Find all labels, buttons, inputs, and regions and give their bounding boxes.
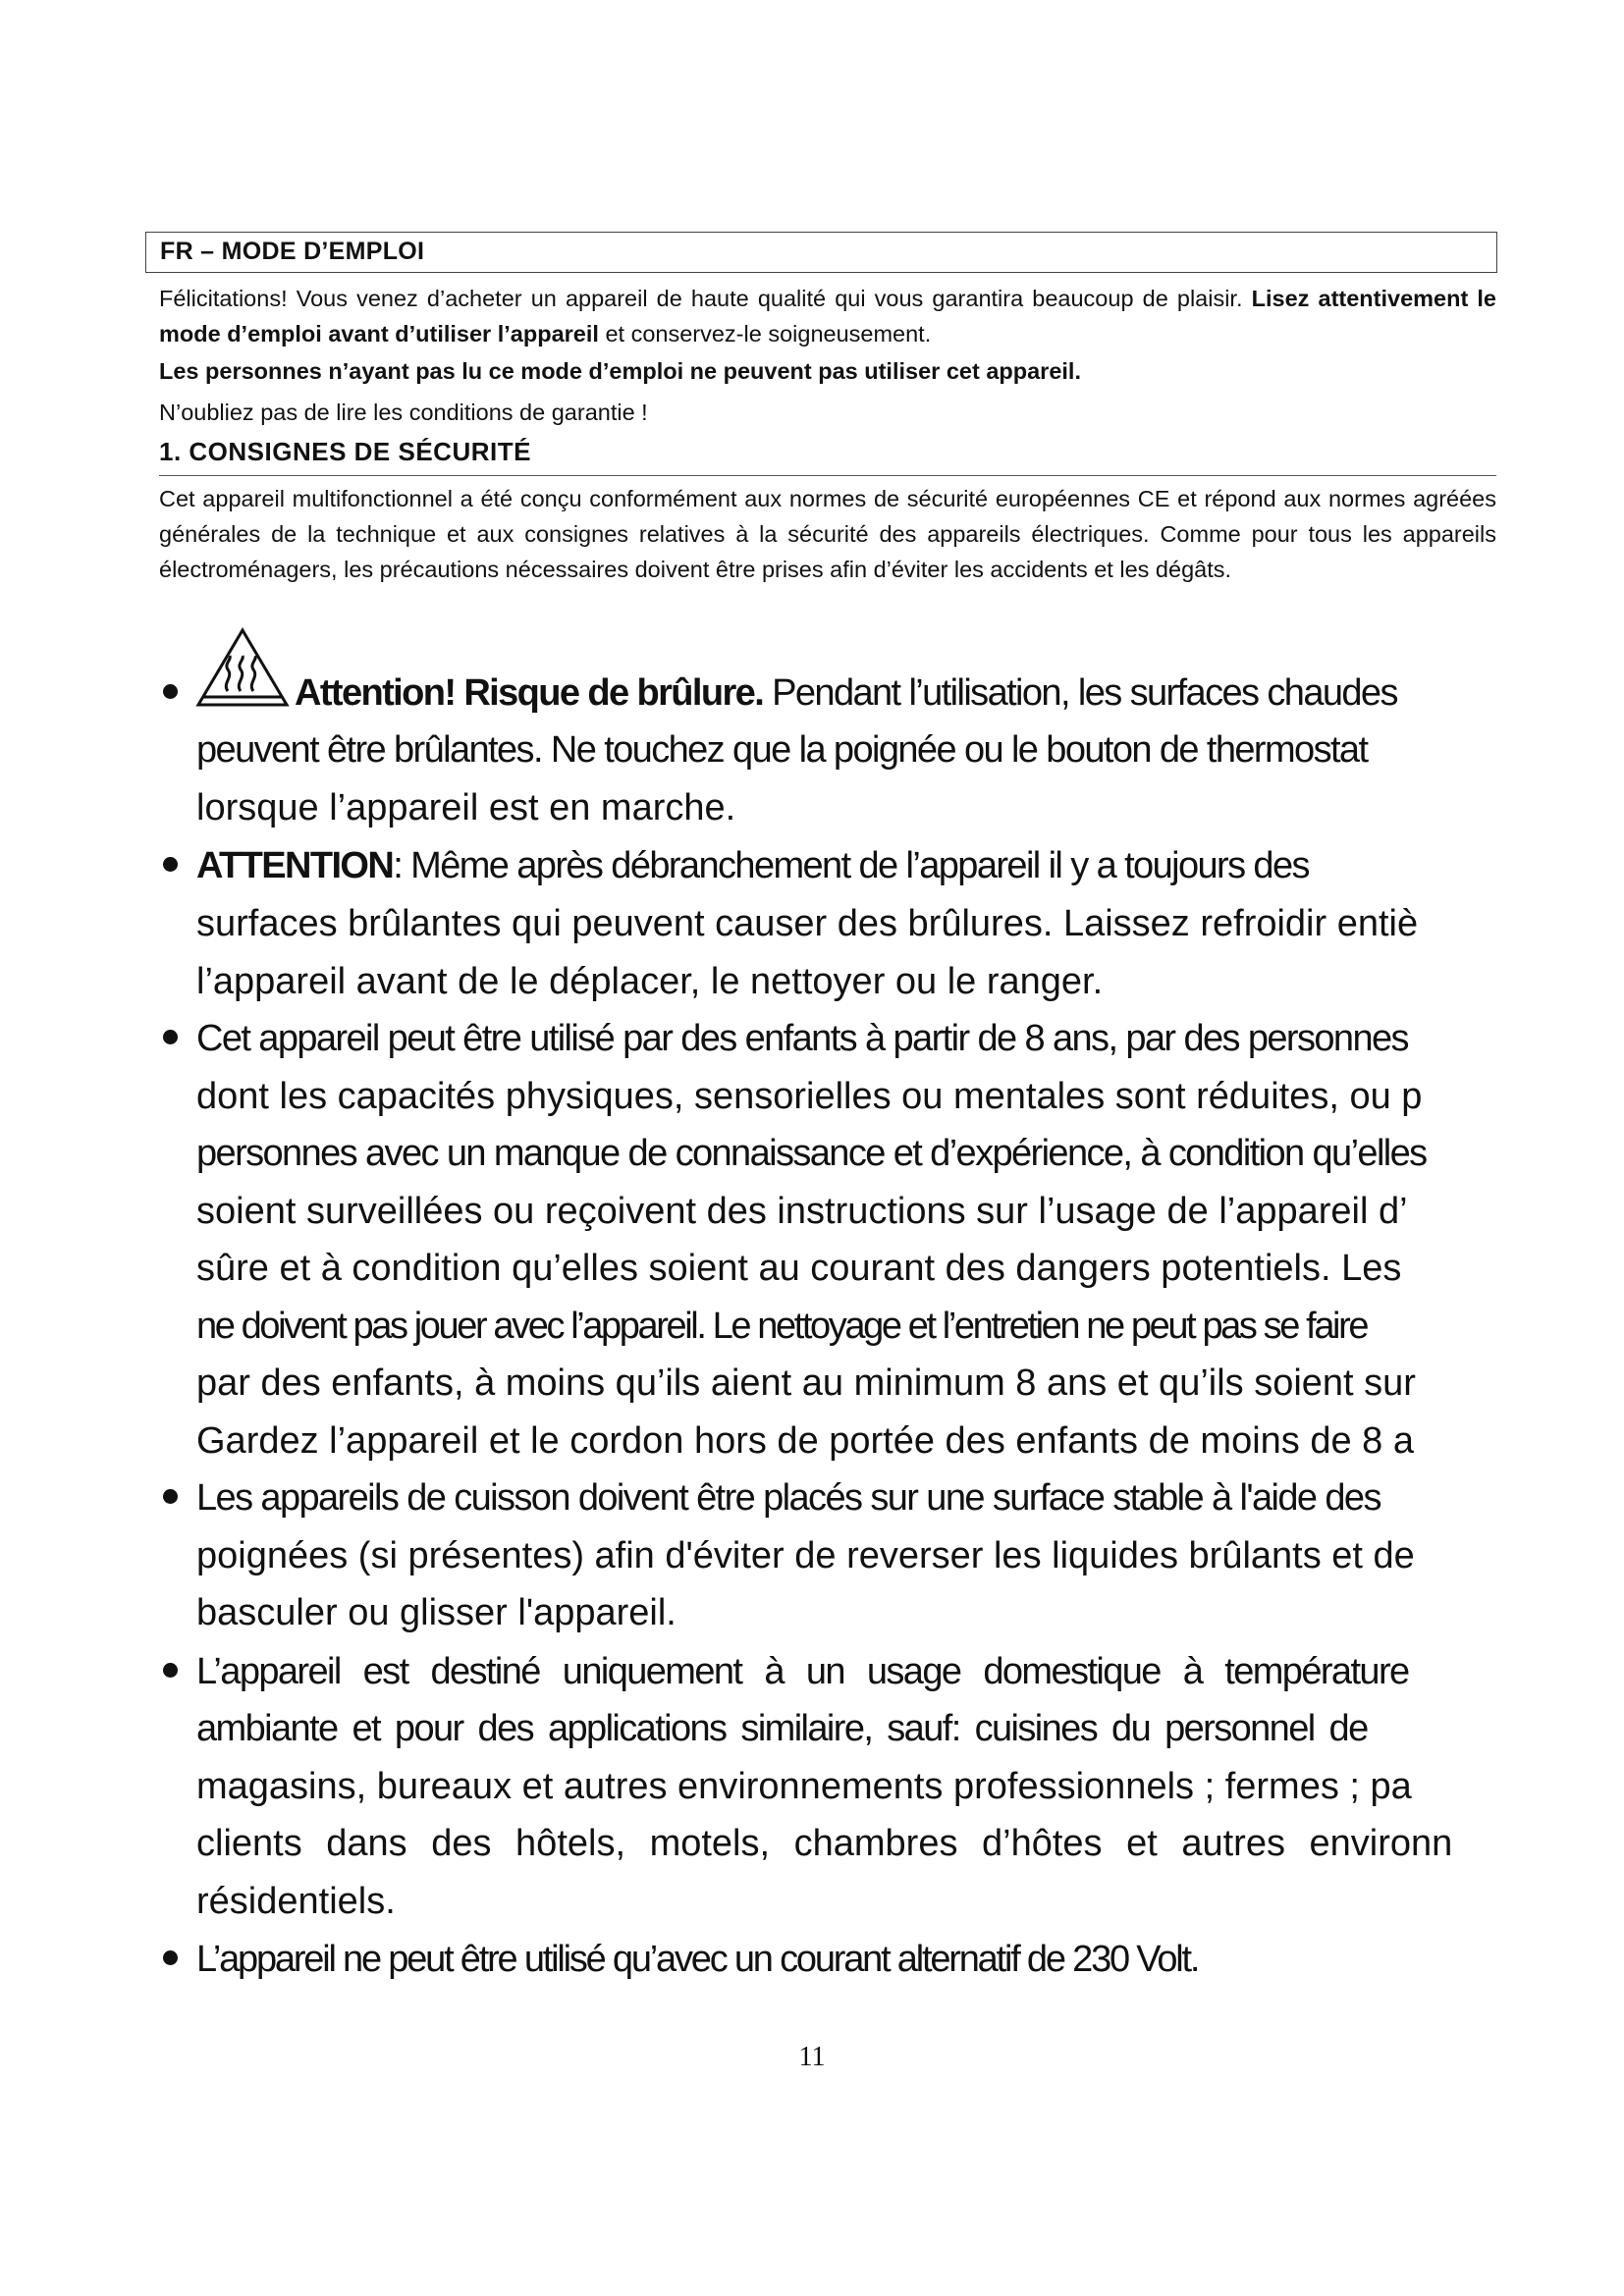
hot-surface-warning-icon	[194, 626, 291, 709]
bullet-5-line-1: L’appareil est destiné uniquement à un usage domestique à température	[196, 1651, 1409, 1692]
bullet-3-line-1: Cet appareil peut être utilisé par des enfants à partir de 8 ans, par des personnes	[196, 1018, 1408, 1059]
intro-paragraph-2: Les personnes n’ayant pas lu ce mode d’emploi ne peuvent pas utiliser cet appareil.	[159, 358, 1081, 384]
bullet-1-line-2: peuvent être brûlantes. Ne touchez que la poignée ou le bouton de thermostat	[196, 729, 1368, 771]
section-title: 1. CONSIGNES DE SÉCURITÉ	[159, 437, 1496, 476]
bullet-5-line-5: résidentiels.	[196, 1881, 396, 1922]
intro-paragraph-1: Félicitations! Vous venez d’acheter un appareil de haute qualité qui vous garantira beaucoup de plaisir. Lisez attentivement le mode d’emploi avant d’utiliser l’appareil et conservez-le soigneusement.	[159, 286, 1497, 347]
bullet-dot	[163, 1950, 178, 1965]
intro-paragraph-3: N’oubliez pas de lire les conditions de garantie !	[159, 400, 648, 425]
page-number: 11	[798, 2042, 826, 2072]
section-body: Cet appareil multifonctionnel a été conçu conformément aux normes de sécurité européennes CE et répond aux normes agréées générales de la technique et aux consignes relatives à la sécurité des appareils électriques. Comme pour tous les appareils électroménagers, les précautions nécessaires doivent être prises afin d’éviter les accidents et les dégâts.	[159, 486, 1496, 582]
bullet-4-line-2: poignées (si présentes) afin d'éviter de reverser les liquides brûlants et de	[196, 1535, 1415, 1576]
bullet-3-line-7: par des enfants, à moins qu’ils aient au minimum 8 ans et qu’ils soient sur	[196, 1362, 1416, 1404]
bullet-3-line-5: sûre et à condition qu’elles soient au courant des dangers potentiels. Les	[196, 1248, 1402, 1289]
bullet-2-line-1: ATTENTION: Même après débranchement de l’appareil il y a toujours des	[196, 845, 1309, 886]
header-title: FR – MODE D’EMPLOI	[160, 238, 425, 265]
bullet-3-line-4: soient surveillées ou reçoivent des instructions sur l’usage de l’appareil d’	[196, 1191, 1408, 1232]
bullet-dot	[163, 857, 178, 872]
bullet-dot	[163, 684, 178, 699]
bullet-3-line-3: personnes avec un manque de connaissance et d’expérience, à condition qu’elles	[196, 1133, 1427, 1174]
bullet-dot	[163, 1489, 178, 1504]
bullet-5-line-3: magasins, bureaux et autres environnements professionnels ; fermes ; pa	[196, 1766, 1412, 1807]
bullet-5-line-4: clients dans des hôtels, motels, chambres d’hôtes et autres environn	[196, 1823, 1453, 1864]
bullet-dot	[163, 1030, 178, 1044]
bullet-3-line-6: ne doivent pas jouer avec l’appareil. Le nettoyage et l’entretien ne peut pas se faire	[196, 1306, 1368, 1347]
bullet-6-line-1: L’appareil ne peut être utilisé qu’avec un courant alternatif de 230 Volt.	[196, 1939, 1199, 1980]
bullet-1-line-3: lorsque l’appareil est en marche.	[196, 787, 736, 828]
bullet-4-line-3: basculer ou glisser l'appareil.	[196, 1592, 677, 1633]
bullet-2-line-3: l’appareil avant de le déplacer, le nettoyer ou le ranger.	[196, 961, 1104, 1002]
bullet-4-line-1: Les appareils de cuisson doivent être placés sur une surface stable à l'aide des	[196, 1477, 1380, 1519]
bullet-5-line-2: ambiante et pour des applications similaire, sauf: cuisines du personnel de	[196, 1708, 1368, 1749]
bullet-3-line-2: dont les capacités physiques, sensorielles ou mentales sont réduites, ou p	[196, 1076, 1423, 1117]
bullet-1-line-1: Attention! Risque de brûlure. Pendant l’utilisation, les surfaces chaudes	[295, 672, 1397, 714]
bullet-3-line-8: Gardez l’appareil et le cordon hors de portée des enfants de moins de 8 a	[196, 1420, 1414, 1462]
bullet-dot	[163, 1663, 178, 1678]
bullet-2-line-2: surfaces brûlantes qui peuvent causer des brûlures. Laissez refroidir entiè	[196, 903, 1419, 944]
